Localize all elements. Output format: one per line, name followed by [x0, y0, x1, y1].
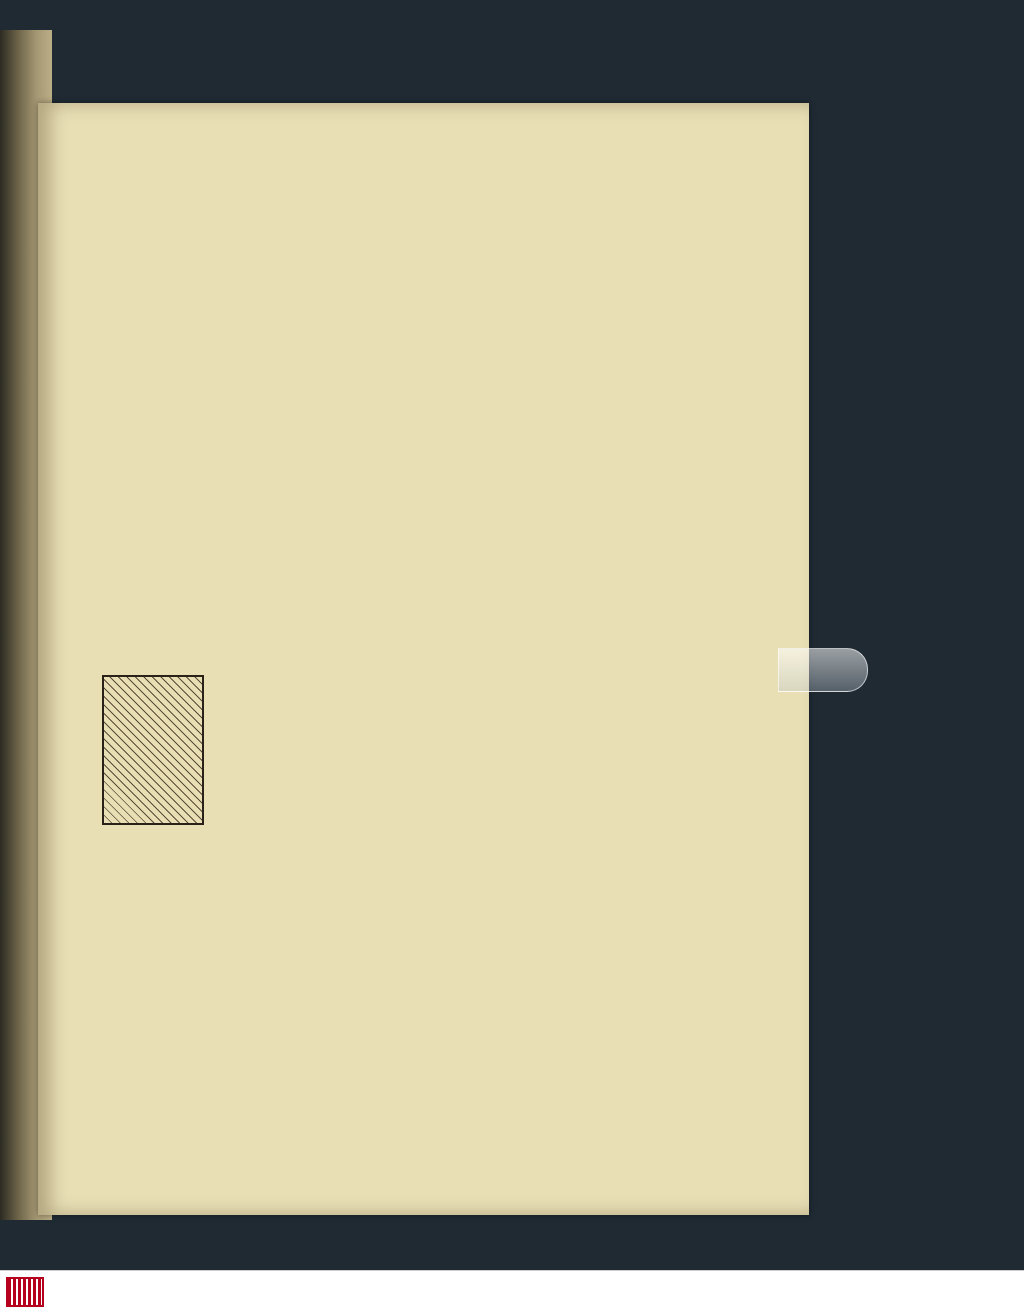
hab-library-logo-icon[interactable] — [6, 1277, 44, 1307]
book-page — [38, 103, 809, 1215]
viewer-footer — [0, 1270, 1024, 1313]
page-clip-icon — [778, 648, 868, 692]
decorated-initial — [102, 675, 204, 825]
